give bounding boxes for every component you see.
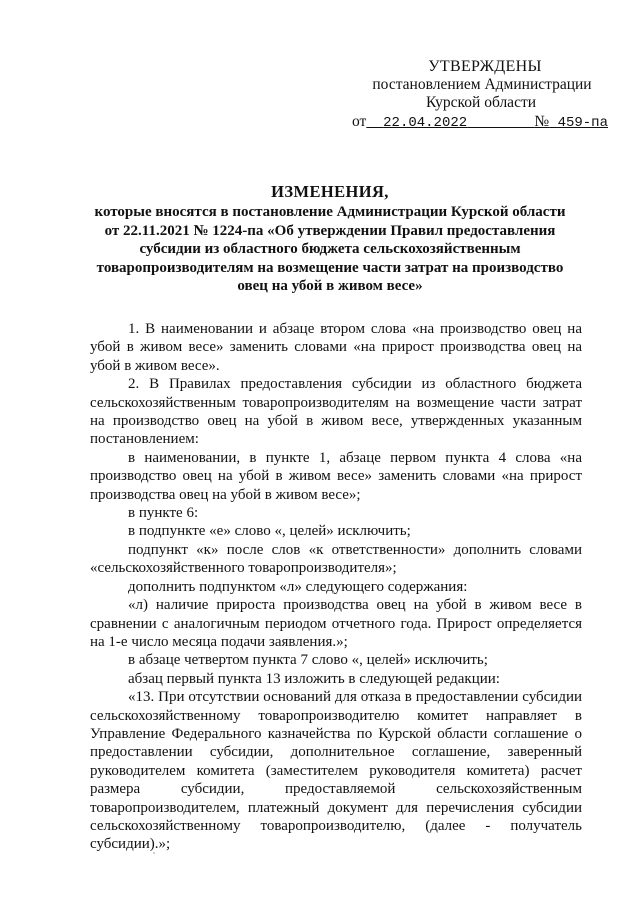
paragraph-1: 1. В наименовании и абзаце втором слова «на производство овец на убой в живом весе» заменить словами «на прирост производства овец на убой в живом весе». (90, 321, 582, 374)
paragraph-11: «13. При отсутствии оснований для отказа в предоставлении субсидии сельскохозяйственному товаропроизводителю комитет направляет в Управление Федерального казначейства по Курской области соглашение о предоставлении субсидии, дополнительное соглашение, заверенный руководителем комитета (заместителем руководителя комитета) расчет размера субсидии, предоставляемой сельскохозяйственным товаропроизводителем, платежный документ для перечисления субсидии сельскохозяйственному товаропроизводителю, (далее - получатель субсидии).»; (90, 689, 582, 853)
title-line: которые вносятся в постановление Администрации Курской области (94, 204, 566, 220)
date-prefix: от (352, 113, 367, 130)
title-line: от 22.11.2021 № 1224-па «Об утверждении Правил предоставления (104, 222, 556, 239)
scan-speck (153, 852, 155, 854)
title-heading: ИЗМЕНЕНИЯ, (271, 182, 389, 201)
approval-heading: УТВЕРЖДЕНЫ (428, 58, 542, 75)
paragraph-10: абзац первый пункта 13 изложить в следующей редакции: (128, 670, 500, 687)
paragraph-4: в пункте 6: (128, 505, 199, 522)
paragraph-6: подпункт «к» после слов «к ответственности» дополнить словами «сельскохозяйственного товаропроизводителя»; (90, 541, 582, 577)
paragraph-2: 2. В Правилах предоставления субсидии из областного бюджета сельскохозяйственным товаропроизводителям на возмещение части затрат на производство овец на убой в живом весе, утвержденных указанным постановлением: (90, 376, 582, 448)
approval-number: 459-па (557, 115, 608, 131)
title-line: овец на убой в живом весе» (237, 278, 423, 294)
title-line: субсидии из областного бюджета сельскохозяйственным (139, 241, 521, 257)
paragraph-7: дополнить подпунктом «л» следующего содержания: (128, 578, 468, 595)
paragraph-9: в абзаце четвертом пункта 7 слово «, целей» исключить; (128, 652, 488, 669)
paragraph-3: в наименовании, в пункте 1, абзаце первом пункта 4 слова «на производство овец на убой в живом весе» заменить словами «на прирост производства овец на убой в живом весе»; (90, 449, 582, 503)
approval-date: 22.04.2022 (383, 115, 468, 131)
approval-region: Курской области (425, 94, 537, 111)
approval-date-row (352, 113, 608, 132)
document-body (90, 320, 582, 854)
number-prefix: № (534, 113, 550, 130)
document-title (70, 181, 590, 296)
title-line: товаропроизводителям на возмещение части затрат на производство (96, 259, 564, 276)
approval-authority: постановлением Администрации (372, 76, 592, 93)
paragraph-5: в подпункте «е» слово «, целей» исключить; (128, 523, 411, 540)
approval-stamp (352, 58, 608, 132)
paragraph-8: «л) наличие прироста производства овец на убой в живом весе в сравнении с аналогичным периодом отчетного года. Прирост определяется на 1-е число месяца подачи заявления.»; (90, 597, 582, 650)
